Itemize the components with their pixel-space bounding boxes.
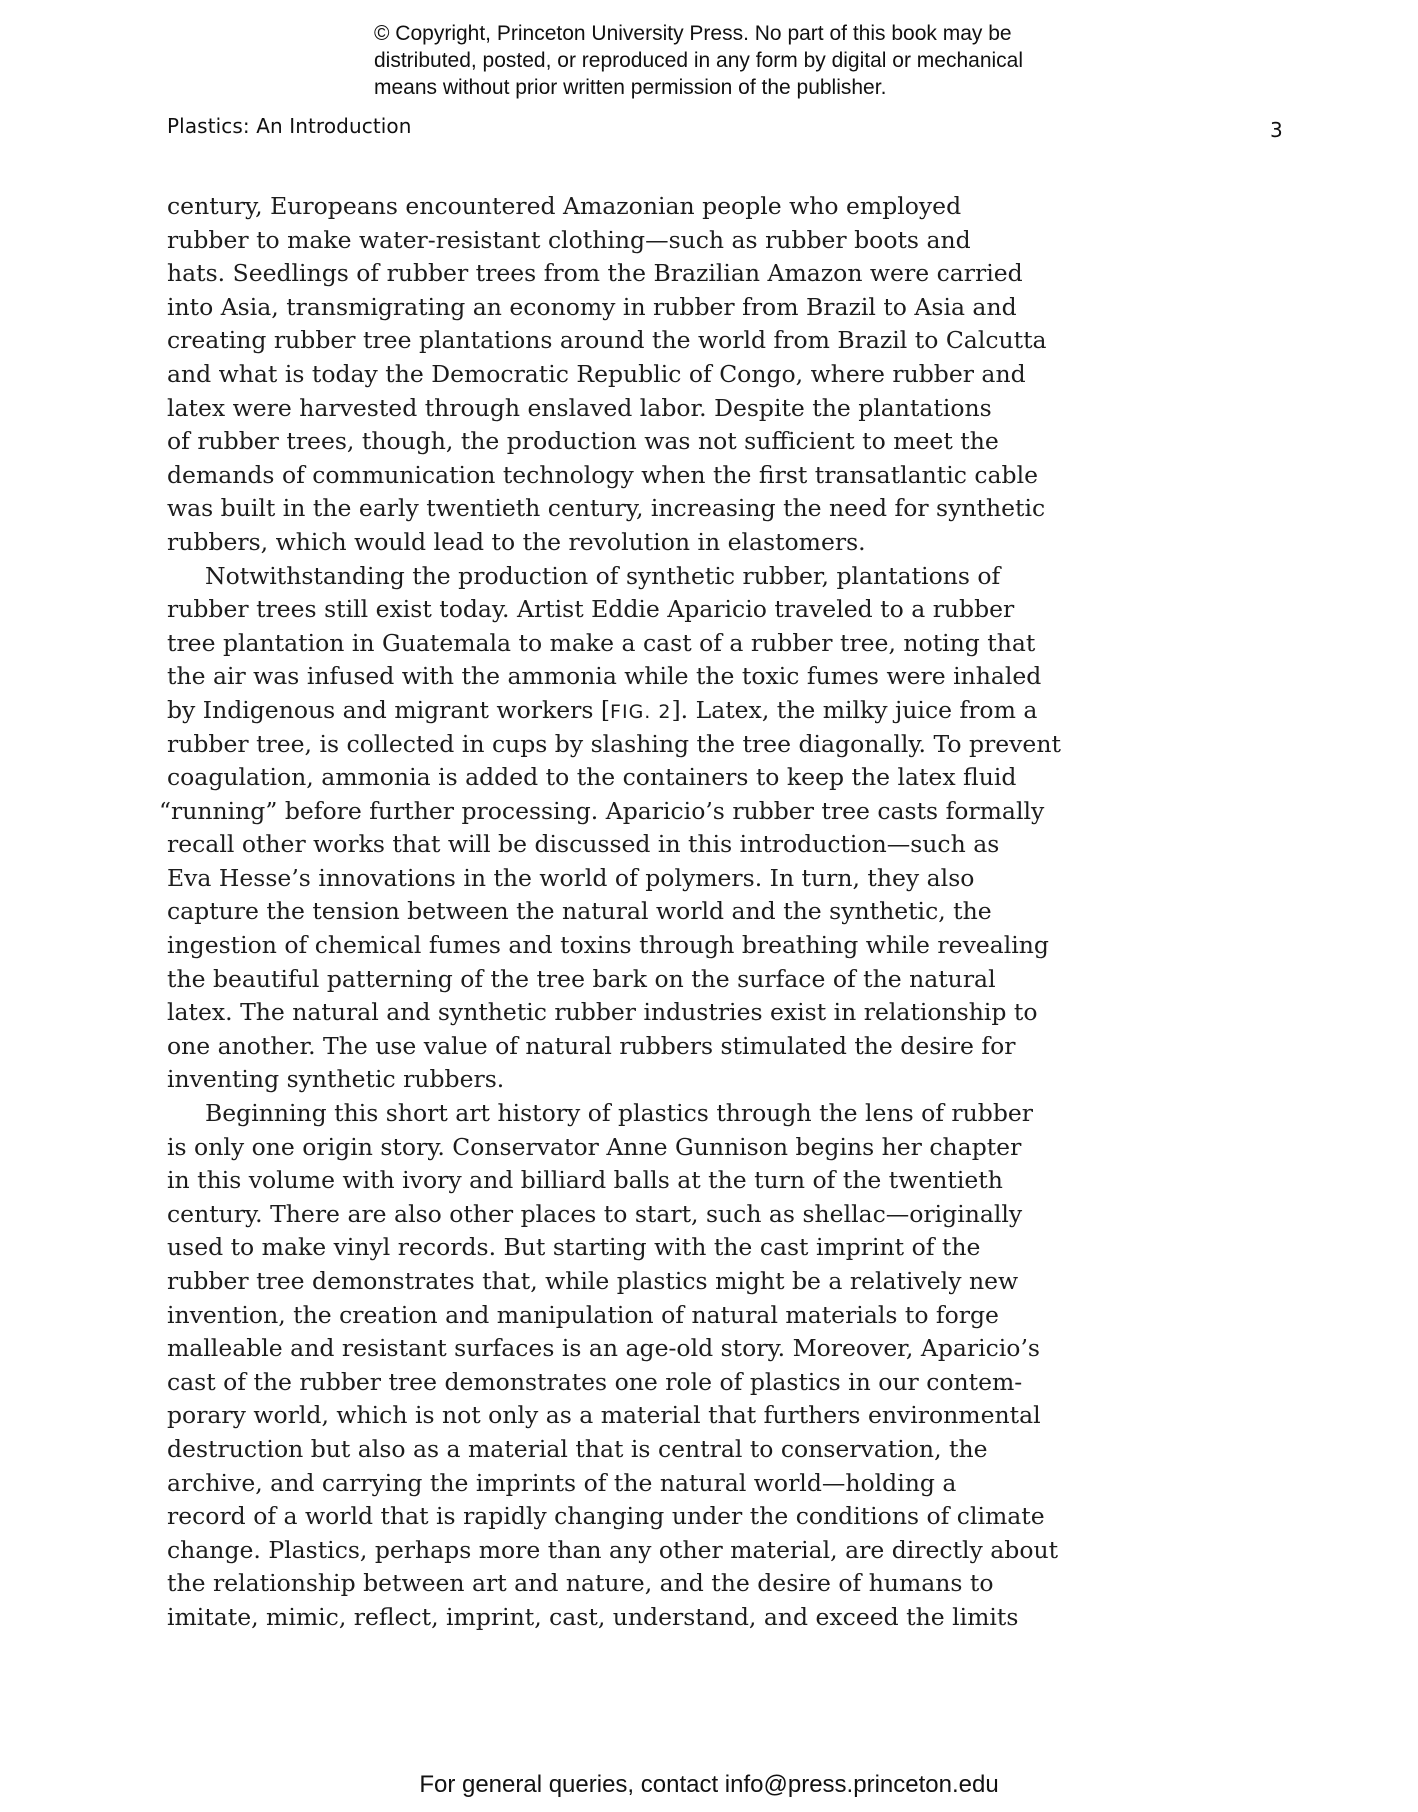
text-line: the air was infused with the ammonia while the toxic fumes were inhaled <box>167 662 1042 691</box>
text-line: malleable and resistant surfaces is an age-old story. Moreover, Aparicio’s <box>167 1334 1040 1363</box>
text-line: creating rubber tree plantations around the world from Brazil to Calcutta <box>167 326 1047 355</box>
text-line: in this volume with ivory and billiard balls at the turn of the twentieth <box>167 1166 1003 1195</box>
copyright-notice <box>374 20 1094 101</box>
text-line: rubbers, which would lead to the revolution in elastomers. <box>167 527 866 556</box>
text-line-with-fig-ref <box>167 694 1038 728</box>
text-line: hats. Seedlings of rubber trees from the Brazilian Amazon were carried <box>167 259 1023 288</box>
text-line: rubber tree, is collected in cups by slashing the tree diagonally. To prevent <box>167 729 1061 758</box>
text-line: porary world, which is not only as a material that furthers environmental <box>167 1401 1041 1430</box>
text-line: one another. The use value of natural rubbers stimulated the desire for <box>167 1031 1016 1060</box>
text-line: imitate, mimic, reflect, imprint, cast, understand, and exceed the limits <box>167 1602 1019 1631</box>
text-line: rubber trees still exist today. Artist Eddie Aparicio traveled to a rubber <box>167 595 1015 624</box>
text-line: latex. The natural and synthetic rubber industries exist in relationship to <box>167 998 1038 1027</box>
copyright-line: means without prior written permission of the publisher. <box>374 76 887 99</box>
text-line: demands of communication technology when the first transatlantic cable <box>167 460 1039 489</box>
text-line: record of a world that is rapidly changing under the conditions of climate <box>167 1502 1045 1531</box>
text-line: rubber tree demonstrates that, while plastics might be a relatively new <box>167 1267 1019 1295</box>
text-line: capture the tension between the natural world and the synthetic, the <box>167 897 992 926</box>
copyright-line: © Copyright, Princeton University Press. No part of this book may be <box>374 22 1012 45</box>
running-head: Plastics: An Introduction <box>167 114 412 138</box>
text-line: and what is today the Democratic Republic of Congo, where rubber and <box>167 359 1026 388</box>
text-line: century, Europeans encountered Amazonian people who employed <box>167 192 962 220</box>
text-segment: by Indigenous and migrant workers [ <box>167 695 611 724</box>
text-line: Eva Hesse’s innovations in the world of polymers. In turn, they also <box>167 863 975 892</box>
figure-reference: FIG. 2 <box>610 700 672 723</box>
text-line: was built in the early twentieth century, increasing the need for synthetic <box>167 494 1046 523</box>
text-line: recall other works that will be discussed in this introduction—such as <box>167 830 1000 859</box>
paragraph-start-line: Notwithstanding the production of synthetic rubber, plantations of <box>205 561 1001 590</box>
text-line: archive, and carrying the imprints of the natural world—holding a <box>167 1468 957 1497</box>
text-line: change. Plastics, perhaps more than any other material, are directly about <box>167 1535 1059 1564</box>
text-line: the relationship between art and nature, and the desire of humans to <box>167 1569 994 1598</box>
text-line: century. There are also other places to start, such as shellac—originally <box>167 1199 1023 1228</box>
text-line: of rubber trees, though, the production was not sufficient to meet the <box>167 427 999 456</box>
body-text <box>159 190 1061 1635</box>
text-line: is only one origin story. Conservator Anne Gunnison begins her chapter <box>167 1132 1022 1161</box>
text-line: latex were harvested through enslaved labor. Despite the plantations <box>167 393 992 422</box>
text-segment: ]. Latex, the milky juice from a <box>671 695 1038 724</box>
text-line: “running” before further processing. Aparicio’s rubber tree casts formally <box>159 796 1045 825</box>
text-line: the beautiful patterning of the tree bark on the surface of the natural <box>167 964 996 993</box>
text-line: coagulation, ammonia is added to the containers to keep the latex fluid <box>167 763 1017 792</box>
text-line: destruction but also as a material that is central to conservation, the <box>167 1434 988 1463</box>
paragraph-start-line: Beginning this short art history of plastics through the lens of rubber <box>205 1099 1034 1128</box>
text-line: invention, the creation and manipulation of natural materials to forge <box>167 1300 999 1329</box>
text-line: cast of the rubber tree demonstrates one role of plastics in our contem- <box>167 1367 1023 1396</box>
page-number: 3 <box>1270 118 1283 142</box>
text-line: tree plantation in Guatemala to make a cast of a rubber tree, noting that <box>167 628 1036 657</box>
text-line: ingestion of chemical fumes and toxins through breathing while revealing <box>167 931 1049 960</box>
text-line: rubber to make water-resistant clothing—such as rubber boots and <box>167 225 971 254</box>
text-line: inventing synthetic rubbers. <box>167 1065 505 1094</box>
footer-contact: For general queries, contact info@press.princeton.edu <box>419 1771 999 1798</box>
text-line: into Asia, transmigrating an economy in rubber from Brazil to Asia and <box>167 292 1017 321</box>
copyright-line: distributed, posted, or reproduced in any form by digital or mechanical <box>374 49 1024 72</box>
text-line: used to make vinyl records. But starting with the cast imprint of the <box>167 1233 981 1262</box>
